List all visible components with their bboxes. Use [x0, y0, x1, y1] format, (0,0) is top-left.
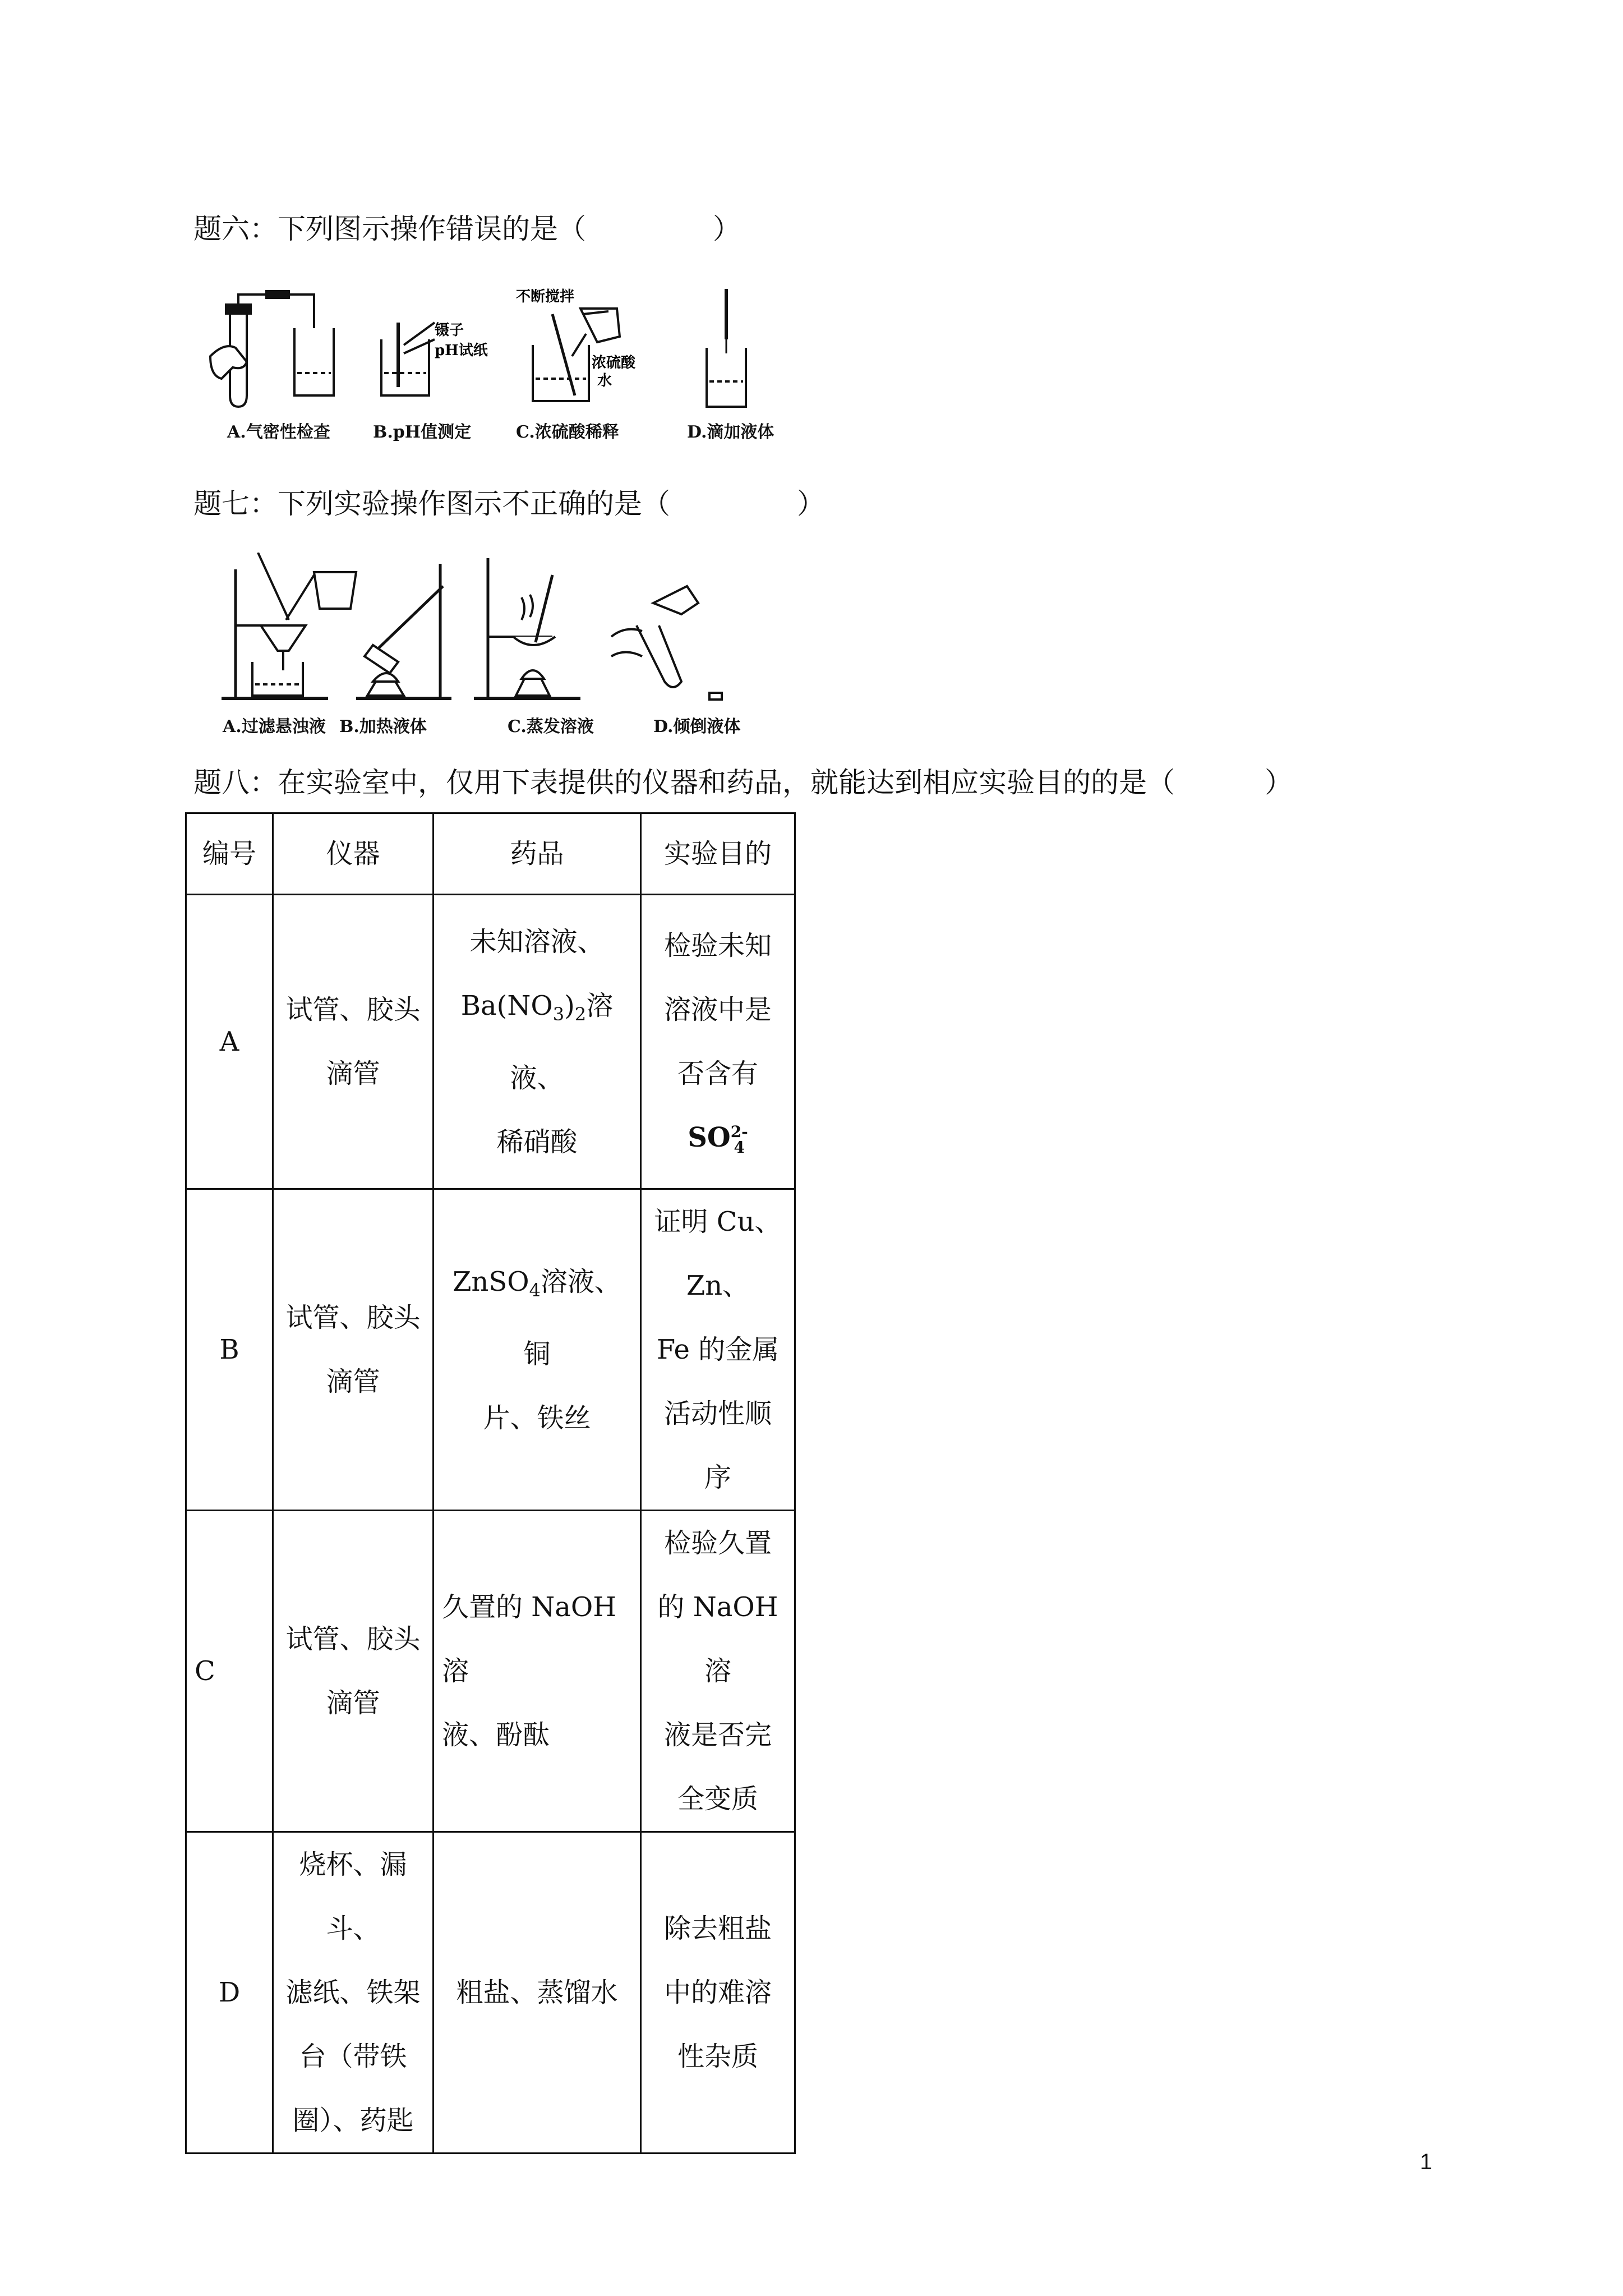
- row-c-reagents-line: 久置的 NaOH 溶: [442, 1591, 617, 1687]
- table-row: [186, 1189, 795, 1511]
- row-b-purpose-line: 活动性顺: [663, 1398, 772, 1429]
- row-a-purpose-line: 否含有: [677, 1058, 758, 1089]
- row-d-reagents: 粗盐、蒸馏水: [434, 1832, 641, 2154]
- question-6-close: ）: [713, 213, 741, 245]
- ion-subscript: 4: [734, 1138, 745, 1157]
- sulfate-ion: [649, 1106, 786, 1170]
- row-b-purpose-line: 序: [704, 1462, 731, 1493]
- question-6-text: 题六：下列图示操作错误的是（: [193, 213, 586, 245]
- row-d-instruments-line: 圈）、药匙: [292, 2105, 414, 2136]
- row-b-purpose-line: 证明 Cu、Zn、: [654, 1206, 782, 1301]
- header-instruments: 仪器: [273, 813, 434, 895]
- row-d-purpose-line: 中的难溶: [663, 1977, 772, 2008]
- q6-caption-a: A.气密性检查: [227, 422, 330, 442]
- q7-caption-a: A.过滤悬浊液: [223, 717, 326, 737]
- row-c-id: C: [186, 1511, 273, 1832]
- row-b-instruments-line: 滴管: [326, 1366, 380, 1397]
- question-7-close: ）: [797, 487, 825, 520]
- question-7-diagram: [193, 553, 810, 710]
- question-8: [193, 766, 1293, 799]
- row-c-instruments-line: 试管、胶头: [285, 1623, 421, 1655]
- q7-caption-b: B.加热液体: [339, 717, 427, 737]
- row-c-reagents-line: 液、酚酞: [442, 1719, 550, 1751]
- formula-part: 溶液、: [510, 990, 614, 1094]
- row-a-purpose-line: 检验未知: [663, 930, 772, 961]
- table-header-row: [186, 813, 795, 895]
- row-c-purpose-line: 液是否完: [663, 1719, 772, 1751]
- label-tweezers: 镊子: [435, 322, 464, 339]
- table-row: [186, 1511, 795, 1832]
- label-stir: 不断搅拌: [516, 288, 575, 305]
- row-c-reagents: [434, 1511, 641, 1832]
- question-7: [193, 487, 825, 521]
- question-8-close: ）: [1265, 766, 1293, 799]
- row-c-purpose-line: 全变质: [677, 1783, 758, 1815]
- row-c-purpose: [641, 1511, 795, 1832]
- formula-part: Ba(NO: [460, 990, 553, 1022]
- question-7-figures: [193, 553, 810, 710]
- row-a-reagents-line: 稀硝酸: [496, 1126, 578, 1158]
- row-c-purpose-line: 检验久置: [663, 1527, 772, 1559]
- header-id: 编号: [186, 813, 273, 895]
- row-b-purpose-line: Fe 的金属: [656, 1334, 780, 1365]
- q7-caption-d: D.倾倒液体: [653, 717, 741, 737]
- formula-sub: 3: [552, 1003, 565, 1025]
- formula-part: 溶液、 铜: [523, 1266, 621, 1370]
- table-row: [186, 895, 795, 1189]
- formula-part: ZnSO: [453, 1266, 529, 1297]
- row-a-reagents-line: 未知溶液、: [469, 926, 605, 958]
- q6-caption-b: B.pH值测定: [373, 422, 472, 442]
- row-d-purpose-line: 除去粗盐: [663, 1913, 772, 1944]
- question-8-text: 题八：在实验室中，仅用下表提供的仪器和药品，就能达到相应实验目的的是（: [193, 766, 1175, 799]
- table-row: [186, 1832, 795, 2154]
- page-number: 1: [1419, 2150, 1432, 2174]
- row-c-instruments-line: 滴管: [326, 1687, 380, 1719]
- row-d-purpose: [641, 1832, 795, 2154]
- row-c-purpose-line: 的 NaOH 溶: [657, 1591, 778, 1687]
- row-a-purpose: [641, 895, 795, 1189]
- ion-symbol: SO: [688, 1122, 731, 1153]
- q6-caption-d: D.滴加液体: [687, 422, 774, 442]
- label-acid: 浓硫酸: [592, 355, 636, 371]
- row-d-instruments-line: 滤纸、铁架: [285, 1977, 421, 2008]
- row-b-reagents-formula: [442, 1250, 632, 1386]
- row-c-instruments: [273, 1511, 434, 1832]
- row-a-instruments-line: 试管、胶头: [285, 994, 421, 1025]
- formula-sub: 2: [574, 1003, 587, 1025]
- row-d-instruments-line: 台（带铁: [299, 2041, 407, 2072]
- row-d-instruments-line: 烧杯、漏斗、: [299, 1849, 407, 1944]
- row-d-id: D: [186, 1832, 273, 2154]
- ion-charge: 2-: [730, 1122, 748, 1141]
- q7-caption-c: C.蒸发溶液: [508, 717, 594, 737]
- header-reagents: 药品: [434, 813, 641, 895]
- header-purpose: 实验目的: [641, 813, 795, 895]
- row-a-instruments-line: 滴管: [326, 1058, 380, 1089]
- formula-sub: 4: [529, 1279, 541, 1301]
- row-b-instruments-line: 试管、胶头: [285, 1302, 421, 1333]
- row-d-purpose-line: 性杂质: [677, 2041, 758, 2072]
- experiment-table: [185, 812, 796, 2154]
- row-a-purpose-line: 溶液中是: [663, 994, 772, 1025]
- formula-part: ): [564, 990, 575, 1022]
- row-b-reagents: [434, 1189, 641, 1511]
- row-b-reagents-line: 片、铁丝: [483, 1402, 591, 1434]
- row-a-reagents: [434, 895, 641, 1189]
- row-b-id: B: [186, 1189, 273, 1511]
- row-a-id: A: [186, 895, 273, 1189]
- question-6: [193, 212, 741, 246]
- label-ph-paper: pH试纸: [435, 342, 488, 359]
- label-water: 水: [597, 372, 612, 389]
- row-b-instruments: [273, 1189, 434, 1511]
- row-a-instruments: [273, 895, 434, 1189]
- row-a-reagents-formula: [442, 974, 632, 1110]
- question-7-text: 题七：下列实验操作图示不正确的是（: [193, 487, 670, 520]
- row-d-instruments: [273, 1832, 434, 2154]
- row-b-purpose: [641, 1189, 795, 1511]
- q6-caption-c: C.浓硫酸稀释: [516, 422, 619, 442]
